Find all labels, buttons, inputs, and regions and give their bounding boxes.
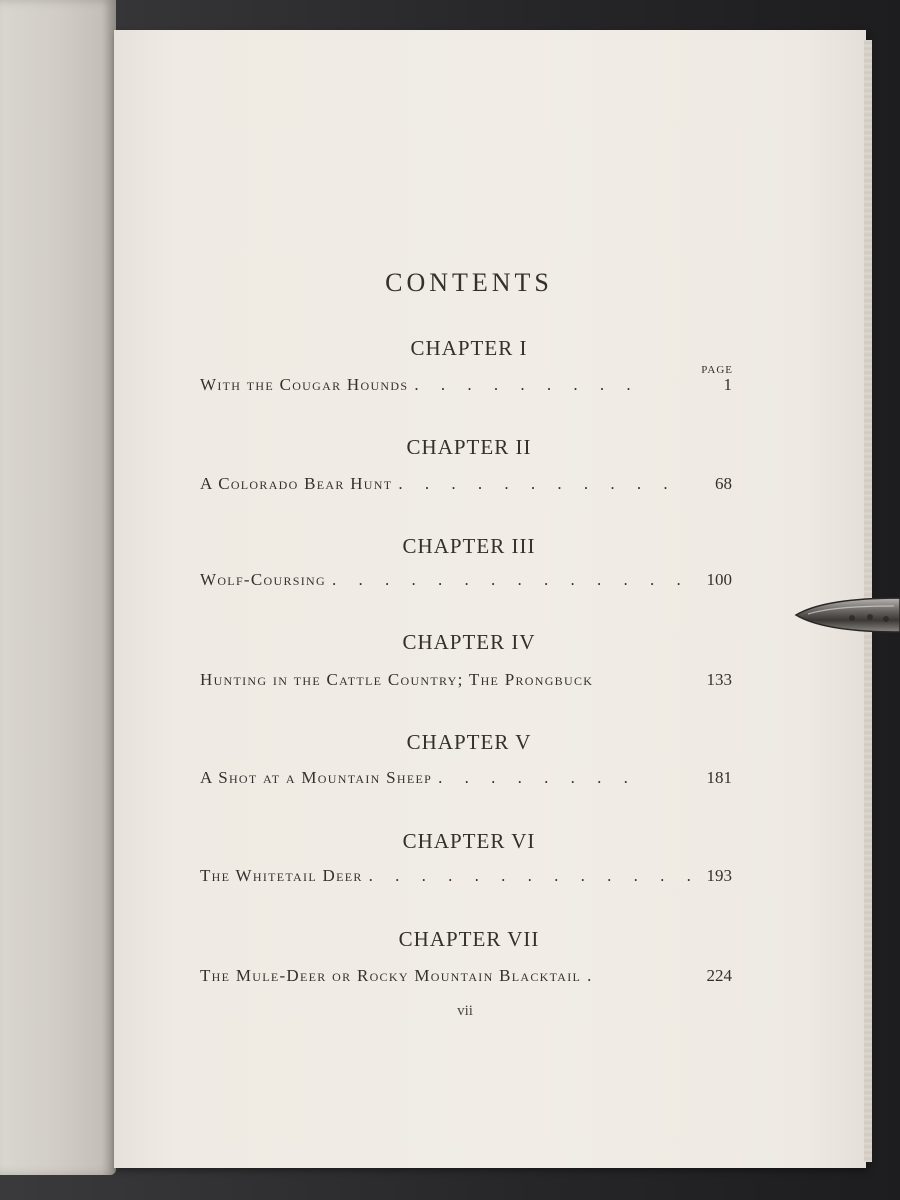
chapter-heading-4: CHAPTER IV: [402, 630, 536, 654]
toc-entry-page: 181: [706, 768, 732, 787]
dot-leader: . . . . . . . . . . . . . .: [331, 570, 690, 589]
toc-entry-page: 1: [723, 375, 732, 394]
toc-entry-title: With the Cougar Hounds: [200, 375, 409, 394]
dot-leader: . . . . . . . . . . . . .: [368, 866, 700, 885]
toc-entry-title: A Shot at a Mountain Sheep: [200, 768, 433, 787]
toc-entry-6: [200, 866, 732, 892]
chapter-heading-2: CHAPTER II: [406, 435, 532, 459]
facing-page: [0, 0, 116, 1175]
toc-entry-page: 193: [706, 866, 732, 885]
toc-entry-4: [200, 670, 732, 696]
chapter-heading-3: CHAPTER III: [402, 534, 536, 558]
toc-entry-page: 100: [706, 570, 732, 589]
toc-entry-2: [200, 474, 732, 500]
chapter-heading-1: CHAPTER I: [410, 336, 528, 360]
toc-entry-3: [200, 570, 732, 596]
chapter-heading-7: CHAPTER VII: [398, 927, 540, 951]
toc-entry-page: 133: [706, 670, 732, 689]
toc-entry-1: [200, 375, 732, 401]
chapter-heading-5: CHAPTER V: [406, 730, 532, 754]
chapter-heading-6: CHAPTER VI: [402, 829, 536, 853]
toc-entry-title: The Mule-Deer or Rocky Mountain Blacktail: [200, 966, 582, 985]
contents-title: CONTENTS: [385, 268, 553, 297]
page-folio: vii: [457, 1003, 473, 1019]
dot-leader: .: [587, 966, 601, 985]
toc-entry-7: [200, 966, 732, 992]
toc-entry-title: The Whitetail Deer: [200, 866, 363, 885]
toc-entry-page: 68: [715, 474, 732, 493]
book-page: [114, 30, 866, 1168]
dot-leader: . . . . . . . . .: [414, 375, 640, 394]
toc-entry-title: Wolf-Coursing: [200, 570, 326, 589]
bookmark-clip-icon: [794, 592, 900, 638]
dot-leader: . . . . . . . . . . .: [398, 474, 677, 493]
dot-leader: . . . . . . . .: [438, 768, 637, 787]
toc-entry-5: [200, 768, 732, 794]
toc-entry-title: Hunting in the Cattle Country; The Prongbuck: [200, 670, 594, 689]
toc-entry-page: 224: [706, 966, 732, 985]
page-column-label: PAGE: [701, 364, 733, 376]
toc-entry-title: A Colorado Bear Hunt: [200, 474, 393, 493]
